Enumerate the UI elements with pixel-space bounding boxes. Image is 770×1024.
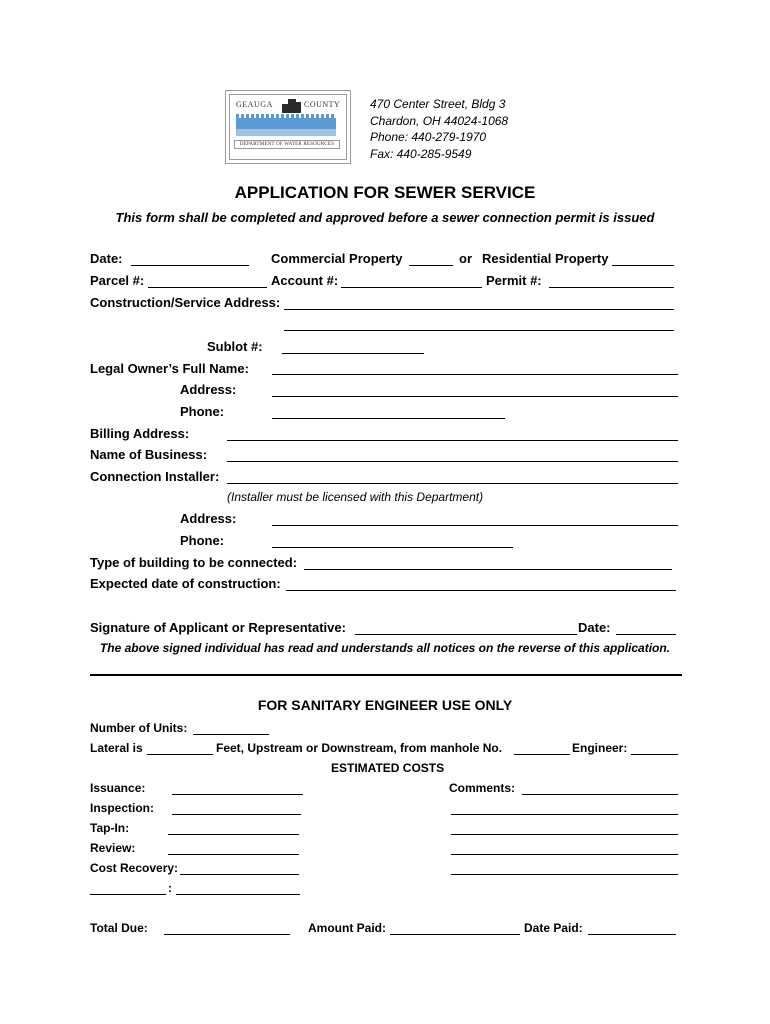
installer-phone-field[interactable] <box>272 547 513 548</box>
date-label: Date: <box>90 251 123 266</box>
date-field[interactable] <box>131 265 249 266</box>
contact-block <box>370 96 508 162</box>
residential-field[interactable] <box>612 265 674 266</box>
owner-phone-label: Phone: <box>180 404 225 419</box>
page-subtitle: This form shall be completed and approved before a sewer connection permit is issued <box>115 210 655 225</box>
billing-address-label: Billing Address: <box>90 426 190 441</box>
sublot-label: Sublot #: <box>207 339 263 354</box>
units-label: Number of Units: <box>90 721 188 735</box>
building-type-field[interactable] <box>304 569 672 570</box>
engineer-heading: FOR SANITARY ENGINEER USE ONLY <box>257 697 513 713</box>
owner-address-label: Address: <box>180 382 237 397</box>
installer-field[interactable] <box>227 483 678 484</box>
comments-field-4[interactable] <box>451 854 678 855</box>
signature-field[interactable] <box>355 634 577 635</box>
construction-address-label: Construction/Service Address: <box>90 295 281 310</box>
other-cost-colon: : <box>168 881 172 895</box>
installer-address-label: Address: <box>180 511 237 526</box>
amount-paid-field[interactable] <box>390 934 520 935</box>
account-field[interactable] <box>341 287 482 288</box>
permit-label: Permit #: <box>486 273 542 288</box>
comments-field-5[interactable] <box>451 874 678 875</box>
lateral-feet-field[interactable] <box>147 754 213 755</box>
units-field[interactable] <box>193 734 269 735</box>
legal-owner-label: Legal Owner’s Full Name: <box>90 361 249 376</box>
phone-line: Phone: 440-279-1970 <box>370 130 487 144</box>
logo-left-text: GEAUGA <box>236 100 273 109</box>
parcel-field[interactable] <box>148 287 267 288</box>
installer-note: (Installer must be licensed with this Department) <box>227 490 484 504</box>
lateral-mid-label: Feet, Upstream or Downstream, from manhole No. <box>216 741 503 755</box>
total-due-field[interactable] <box>164 934 290 935</box>
page-title: APPLICATION FOR SEWER SERVICE <box>234 183 536 202</box>
inspection-label: Inspection: <box>90 801 155 815</box>
building-icon-wing <box>296 102 301 113</box>
installer-phone-label: Phone: <box>180 533 225 548</box>
issuance-label: Issuance: <box>90 781 146 795</box>
business-name-field[interactable] <box>227 461 678 462</box>
or-label: or <box>459 251 472 266</box>
tapin-field[interactable] <box>168 834 299 835</box>
review-label: Review: <box>90 841 136 855</box>
engineer-field[interactable] <box>631 754 678 755</box>
address-line-2: Chardon, OH 44024-1068 <box>370 113 509 128</box>
other-cost-name-field[interactable] <box>90 894 166 895</box>
section-divider <box>90 674 682 676</box>
date-paid-label: Date Paid: <box>524 921 583 935</box>
logo-right-text: COUNTY <box>304 100 341 109</box>
installer-label: Connection Installer: <box>90 469 220 484</box>
other-cost-field[interactable] <box>176 894 300 895</box>
cost-recovery-field[interactable] <box>180 874 299 875</box>
parcel-label: Parcel #: <box>90 273 145 288</box>
issuance-field[interactable] <box>172 794 303 795</box>
commercial-label: Commercial Property <box>271 251 403 266</box>
residential-label: Residential Property <box>482 251 609 266</box>
fax-line: Fax: 440-285-9549 <box>370 146 472 161</box>
county-logo <box>225 90 351 164</box>
review-field[interactable] <box>168 854 299 855</box>
installer-address-field[interactable] <box>272 525 678 526</box>
logo-dept-text: DEPARTMENT OF WATER RESOURCES <box>234 140 340 149</box>
business-name-label: Name of Business: <box>90 447 208 462</box>
engineer-label: Engineer: <box>572 741 628 755</box>
sublot-field[interactable] <box>282 353 424 354</box>
comments-field-3[interactable] <box>451 834 678 835</box>
notice-text: The above signed individual has read and understands all notices on the reverse of this application. <box>99 641 671 655</box>
construction-address-field[interactable] <box>284 309 674 310</box>
commercial-field[interactable] <box>409 265 453 266</box>
water-band-light <box>236 129 336 136</box>
date-paid-field[interactable] <box>588 934 676 935</box>
owner-address-field[interactable] <box>272 396 678 397</box>
cost-recovery-label: Cost Recovery: <box>90 861 179 875</box>
manhole-field[interactable] <box>514 754 570 755</box>
building-type-label: Type of building to be connected: <box>90 555 298 570</box>
inspection-field[interactable] <box>172 814 301 815</box>
signature-date-field[interactable] <box>616 634 676 635</box>
tapin-label: Tap-In: <box>90 821 130 835</box>
billing-address-field[interactable] <box>227 440 678 441</box>
comments-field-2[interactable] <box>451 814 678 815</box>
signature-label: Signature of Applicant or Representative: <box>90 620 346 635</box>
construction-date-label: Expected date of construction: <box>90 576 281 591</box>
legal-owner-field[interactable] <box>272 374 678 375</box>
account-label: Account #: <box>271 273 339 288</box>
amount-paid-label: Amount Paid: <box>308 921 386 935</box>
address-line-1: 470 Center Street, Bldg 3 <box>370 97 506 111</box>
estimated-costs-label: ESTIMATED COSTS <box>331 761 445 775</box>
building-icon-tower <box>288 99 296 113</box>
comments-label: Comments: <box>449 781 516 795</box>
construction-address-field-2[interactable] <box>284 330 674 331</box>
owner-phone-field[interactable] <box>272 418 505 419</box>
lateral-label: Lateral is <box>90 741 143 755</box>
comments-field[interactable] <box>522 794 678 795</box>
permit-field[interactable] <box>549 287 674 288</box>
construction-date-field[interactable] <box>286 590 676 591</box>
signature-date-label: Date: <box>578 620 611 635</box>
total-due-label: Total Due: <box>90 921 148 935</box>
